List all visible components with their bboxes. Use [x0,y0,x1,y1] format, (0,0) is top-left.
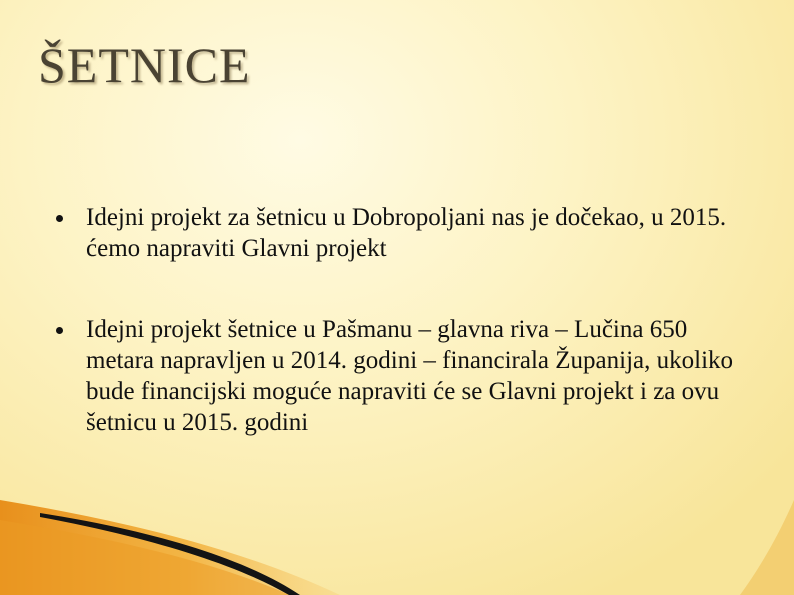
bullet-text: Idejni projekt za šetnicu u Dobropoljani nas je dočekao, u 2015. ćemo napraviti Glavni projekt [86,204,727,262]
bullet-item [56,202,756,264]
bullet-text: Idejni projekt šetnice u Pašmanu – glavna riva – Lučina 650 metara napravljen u 2014. godini – financirala Županija, ukoliko bude financijski moguće napraviti će se Glavni projekt i za ovu šetnicu u 2015. godini [86,316,734,436]
bullet-dot-icon [56,327,63,334]
bullet-list [56,202,756,438]
bullet-item [56,314,756,438]
bullet-dot-icon [56,215,63,222]
slide-title: ŠETNICE [38,37,251,93]
right-swoosh-accent [740,500,794,595]
